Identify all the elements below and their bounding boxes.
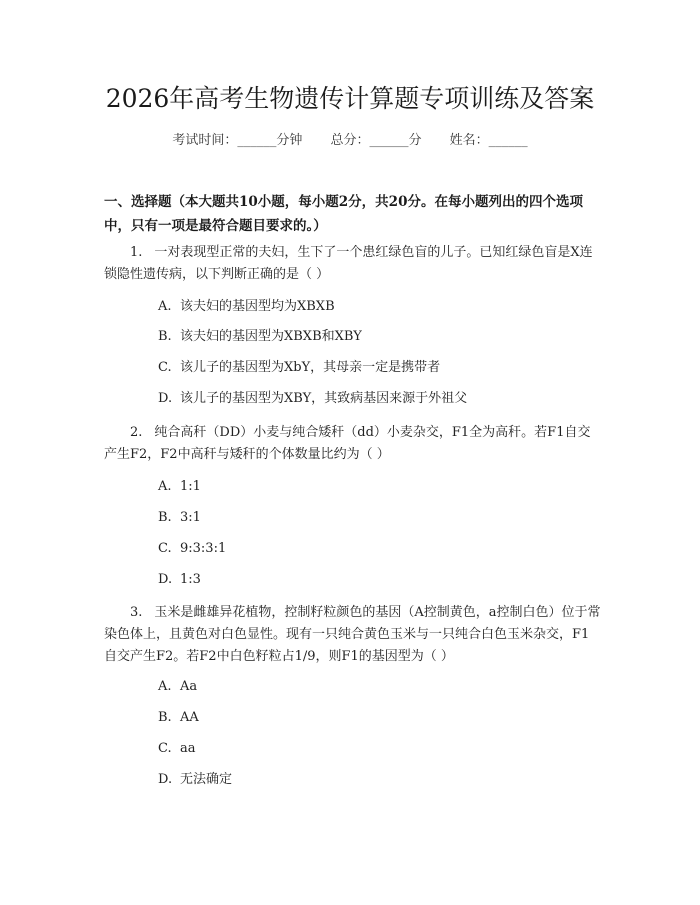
option-letter: A. <box>158 479 172 494</box>
exam-time-unit: 分钟 <box>276 133 303 148</box>
option-text: 无法确定 <box>180 772 233 787</box>
option-text: 该夫妇的基因型为XBXB和XBY <box>180 329 362 344</box>
question-2-option-d <box>158 570 598 590</box>
question-1-option-d <box>158 389 598 409</box>
option-letter: C. <box>158 741 172 756</box>
exam-time-label: 考试时间： <box>172 133 238 148</box>
exam-info-line <box>0 131 700 151</box>
option-letter: A. <box>158 299 172 314</box>
question-3-option-c <box>158 739 598 759</box>
student-name-info <box>450 131 528 151</box>
question-1-option-c <box>158 358 598 378</box>
option-letter: C. <box>158 541 172 556</box>
exam-time-info <box>172 131 302 151</box>
option-letter: D. <box>158 391 173 406</box>
option-letter: B. <box>158 710 172 725</box>
question-text: 玉米是雌雄异花植物，控制籽粒颜色的基因（A控制黄色，a控制白色）位于常染色体上，且黄色对白色显性。现有一只纯合黄色玉米与一只纯合白色玉米杂交，F1自交产生F2。若F2中白色籽粒占1/9，则F1的基因型为（ ） <box>104 605 601 664</box>
question-3-option-b <box>158 708 598 728</box>
question-number: 2. <box>130 425 143 440</box>
question-1 <box>104 242 602 286</box>
question-1-option-b <box>158 327 598 347</box>
page-title: 2026年高考生物遗传计算题专项训练及答案 <box>105 84 595 113</box>
question-3-option-d <box>158 770 598 790</box>
question-3-option-a <box>158 677 598 697</box>
option-text: 该儿子的基因型为XbY，其母亲一定是携带者 <box>180 360 441 375</box>
option-letter: D. <box>158 572 173 587</box>
option-text: 1:1 <box>180 479 201 494</box>
question-3 <box>104 602 602 668</box>
option-text: Aa <box>180 679 198 694</box>
option-text: AA <box>180 710 199 725</box>
question-2 <box>104 422 602 466</box>
student-name-label: 姓名： <box>449 133 489 148</box>
option-text: 1:3 <box>180 572 201 587</box>
student-name-blank: ______ <box>488 133 528 148</box>
question-2-option-b <box>158 508 598 528</box>
question-1-option-a <box>158 297 598 317</box>
option-letter: C. <box>158 360 172 375</box>
question-2-option-a <box>158 477 598 497</box>
option-letter: A. <box>158 679 172 694</box>
option-text: 该儿子的基因型为XBY，其致病基因来源于外祖父 <box>180 391 468 406</box>
question-2-option-c <box>158 539 598 559</box>
question-text: 纯合高秆（DD）小麦与纯合矮秆（dd）小麦杂交，F1全为高秆。若F1自交产生F2，F2中高秆与矮秆的个体数量比约为（ ） <box>104 425 591 462</box>
option-text: 9:3:3:1 <box>180 541 227 556</box>
total-score-label: 总分： <box>330 133 370 148</box>
option-letter: D. <box>158 772 173 787</box>
option-text: 该夫妇的基因型均为XBXB <box>180 299 335 314</box>
option-text: aa <box>180 741 196 756</box>
question-text: 一对表现型正常的夫妇，生下了一个患红绿色盲的儿子。已知红绿色盲是X连锁隐性遗传病，以下判断正确的是（ ） <box>104 245 593 282</box>
total-score-blank: ______ <box>369 133 409 148</box>
option-letter: B. <box>158 329 172 344</box>
section-heading: 一、选择题（本大题共10小题，每小题2分，共20分。在每小题列出的四个选项中，只有一项是最符合题目要求的。） <box>104 194 583 234</box>
total-score-unit: 分 <box>408 133 422 148</box>
exam-time-blank: ______ <box>237 133 277 148</box>
question-number: 1. <box>130 245 143 260</box>
option-letter: B. <box>158 510 172 525</box>
option-text: 3:1 <box>180 510 201 525</box>
question-number: 3. <box>130 605 143 620</box>
total-score-info <box>330 131 421 151</box>
